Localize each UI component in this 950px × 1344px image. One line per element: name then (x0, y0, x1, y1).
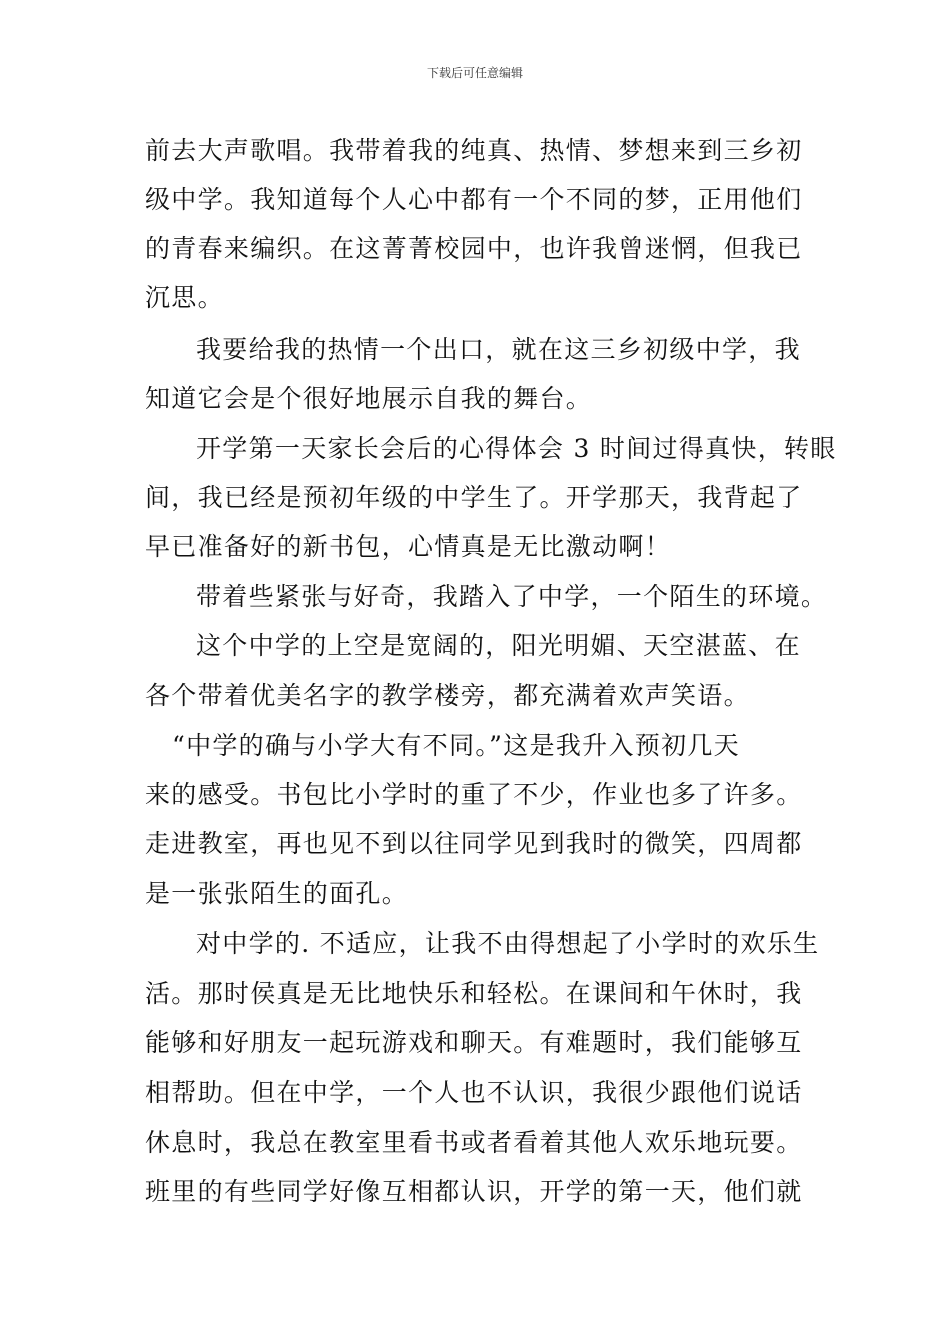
body-line: 开学第一天家长会后的心得体会 3 时间过得真快，转眼 (196, 434, 837, 463)
body-line: 级中学。我知道每个人心中都有一个不同的梦，正用他们 (145, 185, 803, 214)
body-line: 是一张张陌生的面孔。 (145, 879, 409, 908)
body-line: 知道它会是个很好地展示自我的舞台。 (145, 384, 593, 413)
body-line: 早已准备好的新书包，心情真是无比激动啊！ (145, 532, 672, 561)
body-line: 休息时，我总在教室里看书或者看着其他人欢乐地玩要。 (145, 1128, 803, 1157)
body-line: 各个带着优美名字的教学楼旁，都充满着欢声笑语。 (145, 681, 750, 710)
body-line: 能够和好朋友一起玩游戏和聊天。有难题时，我们能够互 (145, 1028, 803, 1057)
body-line: 班里的有些同学好像互相都认识，开学的第一天，他们就 (145, 1177, 803, 1206)
body-line: 我要给我的热情一个出口，就在这三乡初级中学，我 (196, 335, 801, 364)
body-line: 带着些紧张与好奇，我踏入了中学，一个陌生的环境。 (196, 582, 828, 611)
body-line: 这个中学的上空是宽阔的，阳光明媚、天空湛蓝、在 (196, 631, 801, 660)
body-line: 前去大声歌唱。我带着我的纯真、热情、梦想来到三乡初 (145, 136, 803, 165)
body-line: 对中学的. 不适应，让我不由得想起了小学时的欢乐生 (196, 929, 820, 958)
body-line: 走进教室，再也见不到以往同学见到我时的微笑，四周都 (145, 829, 803, 858)
body-line: 间，我已经是预初年级的中学生了。开学那天，我背起了 (145, 483, 803, 512)
body-line: 相帮助。但在中学，一个人也不认识，我很少跟他们说话 (145, 1078, 803, 1107)
body-line: 的青春来编织。在这菁菁校园中，也许我曾迷惘，但我已 (145, 234, 803, 263)
page-header: 下载后可任意编辑 (426, 66, 523, 80)
body-line: 来的感受。书包比小学时的重了不少，作业也多了许多。 (145, 780, 803, 809)
body-line: “中学的确与小学大有不同。”这是我升入预初几天 (172, 731, 740, 760)
body-line: 活。那时侯真是无比地快乐和轻松。在课间和午休时，我 (145, 979, 803, 1008)
body-line: 沉思。 (145, 283, 224, 312)
